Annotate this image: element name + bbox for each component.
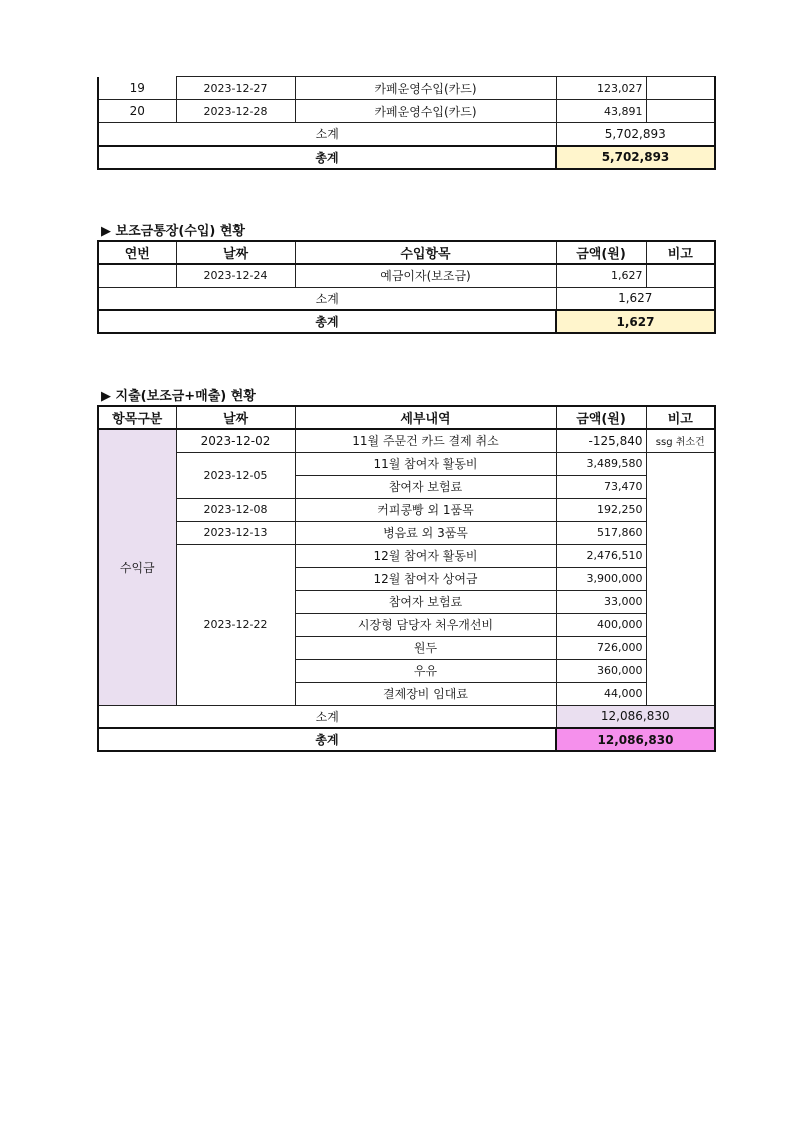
row-amount: 123,027 <box>556 77 646 100</box>
header-item: 수입항목 <box>295 241 556 264</box>
subtotal-label: 소계 <box>98 287 556 310</box>
header-note: 비고 <box>646 241 715 264</box>
total-row <box>98 146 715 169</box>
row-number <box>98 264 176 287</box>
subtotal-row <box>98 287 715 310</box>
row-amount: 726,000 <box>556 636 646 659</box>
row-detail: 원두 <box>295 636 556 659</box>
table-header-row <box>98 241 715 264</box>
table-row <box>98 521 715 544</box>
row-amount: 3,900,000 <box>556 567 646 590</box>
row-amount: 33,000 <box>556 590 646 613</box>
table-row <box>98 100 715 123</box>
income-table <box>97 76 716 170</box>
row-note <box>646 77 715 100</box>
header-amount: 금액(원) <box>556 241 646 264</box>
header-date: 날짜 <box>176 241 295 264</box>
row-amount: 400,000 <box>556 613 646 636</box>
row-number: 20 <box>98 100 176 123</box>
expense-section-title: ▶ 지출(보조금+매출) 현황 <box>101 389 256 404</box>
note-cell <box>646 452 715 705</box>
row-amount: 3,489,580 <box>556 452 646 475</box>
total-amount: 12,086,830 <box>556 728 715 751</box>
table-row <box>98 264 715 287</box>
total-row <box>98 728 715 751</box>
total-row <box>98 310 715 333</box>
subtotal-label: 소계 <box>98 705 556 728</box>
expense-table <box>97 405 716 752</box>
subtotal-amount: 5,702,893 <box>556 123 715 146</box>
row-detail: 우유 <box>295 659 556 682</box>
row-amount: 44,000 <box>556 682 646 705</box>
subtotal-row <box>98 705 715 728</box>
row-note: ssg 취소건 <box>646 429 715 452</box>
row-date: 2023-12-27 <box>176 77 295 100</box>
row-detail: 참여자 보험료 <box>295 590 556 613</box>
header-no: 연번 <box>98 241 176 264</box>
row-detail: 결제장비 임대료 <box>295 682 556 705</box>
row-detail: 병음료 외 3품목 <box>295 521 556 544</box>
table-row <box>98 498 715 521</box>
header-category: 항목구분 <box>98 406 176 429</box>
table-row <box>98 452 715 475</box>
category-cell: 수익금 <box>98 429 176 705</box>
header-date: 날짜 <box>176 406 295 429</box>
total-label: 총계 <box>98 310 556 333</box>
row-amount: 43,891 <box>556 100 646 123</box>
row-amount: -125,840 <box>556 429 646 452</box>
subtotal-amount: 1,627 <box>556 287 715 310</box>
row-date: 2023-12-22 <box>176 544 295 705</box>
row-detail: 11월 주문건 카드 결제 취소 <box>295 429 556 452</box>
row-note <box>646 264 715 287</box>
subtotal-amount: 12,086,830 <box>556 705 715 728</box>
subsidy-section-title: ▶ 보조금통장(수입) 현황 <box>101 224 245 239</box>
table-row <box>98 544 715 567</box>
row-number: 19 <box>98 77 176 100</box>
subsidy-table <box>97 240 716 334</box>
row-item: 카페운영수입(카드) <box>295 100 556 123</box>
row-detail: 시장형 담당자 처우개선비 <box>295 613 556 636</box>
row-amount: 517,860 <box>556 521 646 544</box>
total-label: 총계 <box>98 146 556 169</box>
header-detail: 세부내역 <box>295 406 556 429</box>
row-date: 2023-12-08 <box>176 498 295 521</box>
row-detail: 참여자 보험료 <box>295 475 556 498</box>
row-date: 2023-12-05 <box>176 452 295 498</box>
row-amount: 360,000 <box>556 659 646 682</box>
total-amount: 1,627 <box>556 310 715 333</box>
total-label: 총계 <box>98 728 556 751</box>
row-detail: 12월 참여자 상여금 <box>295 567 556 590</box>
total-amount: 5,702,893 <box>556 146 715 169</box>
subtotal-label: 소계 <box>98 123 556 146</box>
table-row <box>98 429 715 452</box>
row-date: 2023-12-28 <box>176 100 295 123</box>
row-amount: 73,470 <box>556 475 646 498</box>
row-amount: 1,627 <box>556 264 646 287</box>
row-date: 2023-12-02 <box>176 429 295 452</box>
table-header-row <box>98 406 715 429</box>
row-detail: 커피콩빵 외 1품목 <box>295 498 556 521</box>
header-amount: 금액(원) <box>556 406 646 429</box>
row-item: 예금이자(보조금) <box>295 264 556 287</box>
row-date: 2023-12-13 <box>176 521 295 544</box>
row-amount: 2,476,510 <box>556 544 646 567</box>
row-date: 2023-12-24 <box>176 264 295 287</box>
header-note: 비고 <box>646 406 715 429</box>
row-detail: 11월 참여자 활동비 <box>295 452 556 475</box>
row-amount: 192,250 <box>556 498 646 521</box>
table-row <box>98 77 715 100</box>
row-note <box>646 100 715 123</box>
subtotal-row <box>98 123 715 146</box>
row-item: 카페운영수입(카드) <box>295 77 556 100</box>
row-detail: 12월 참여자 활동비 <box>295 544 556 567</box>
